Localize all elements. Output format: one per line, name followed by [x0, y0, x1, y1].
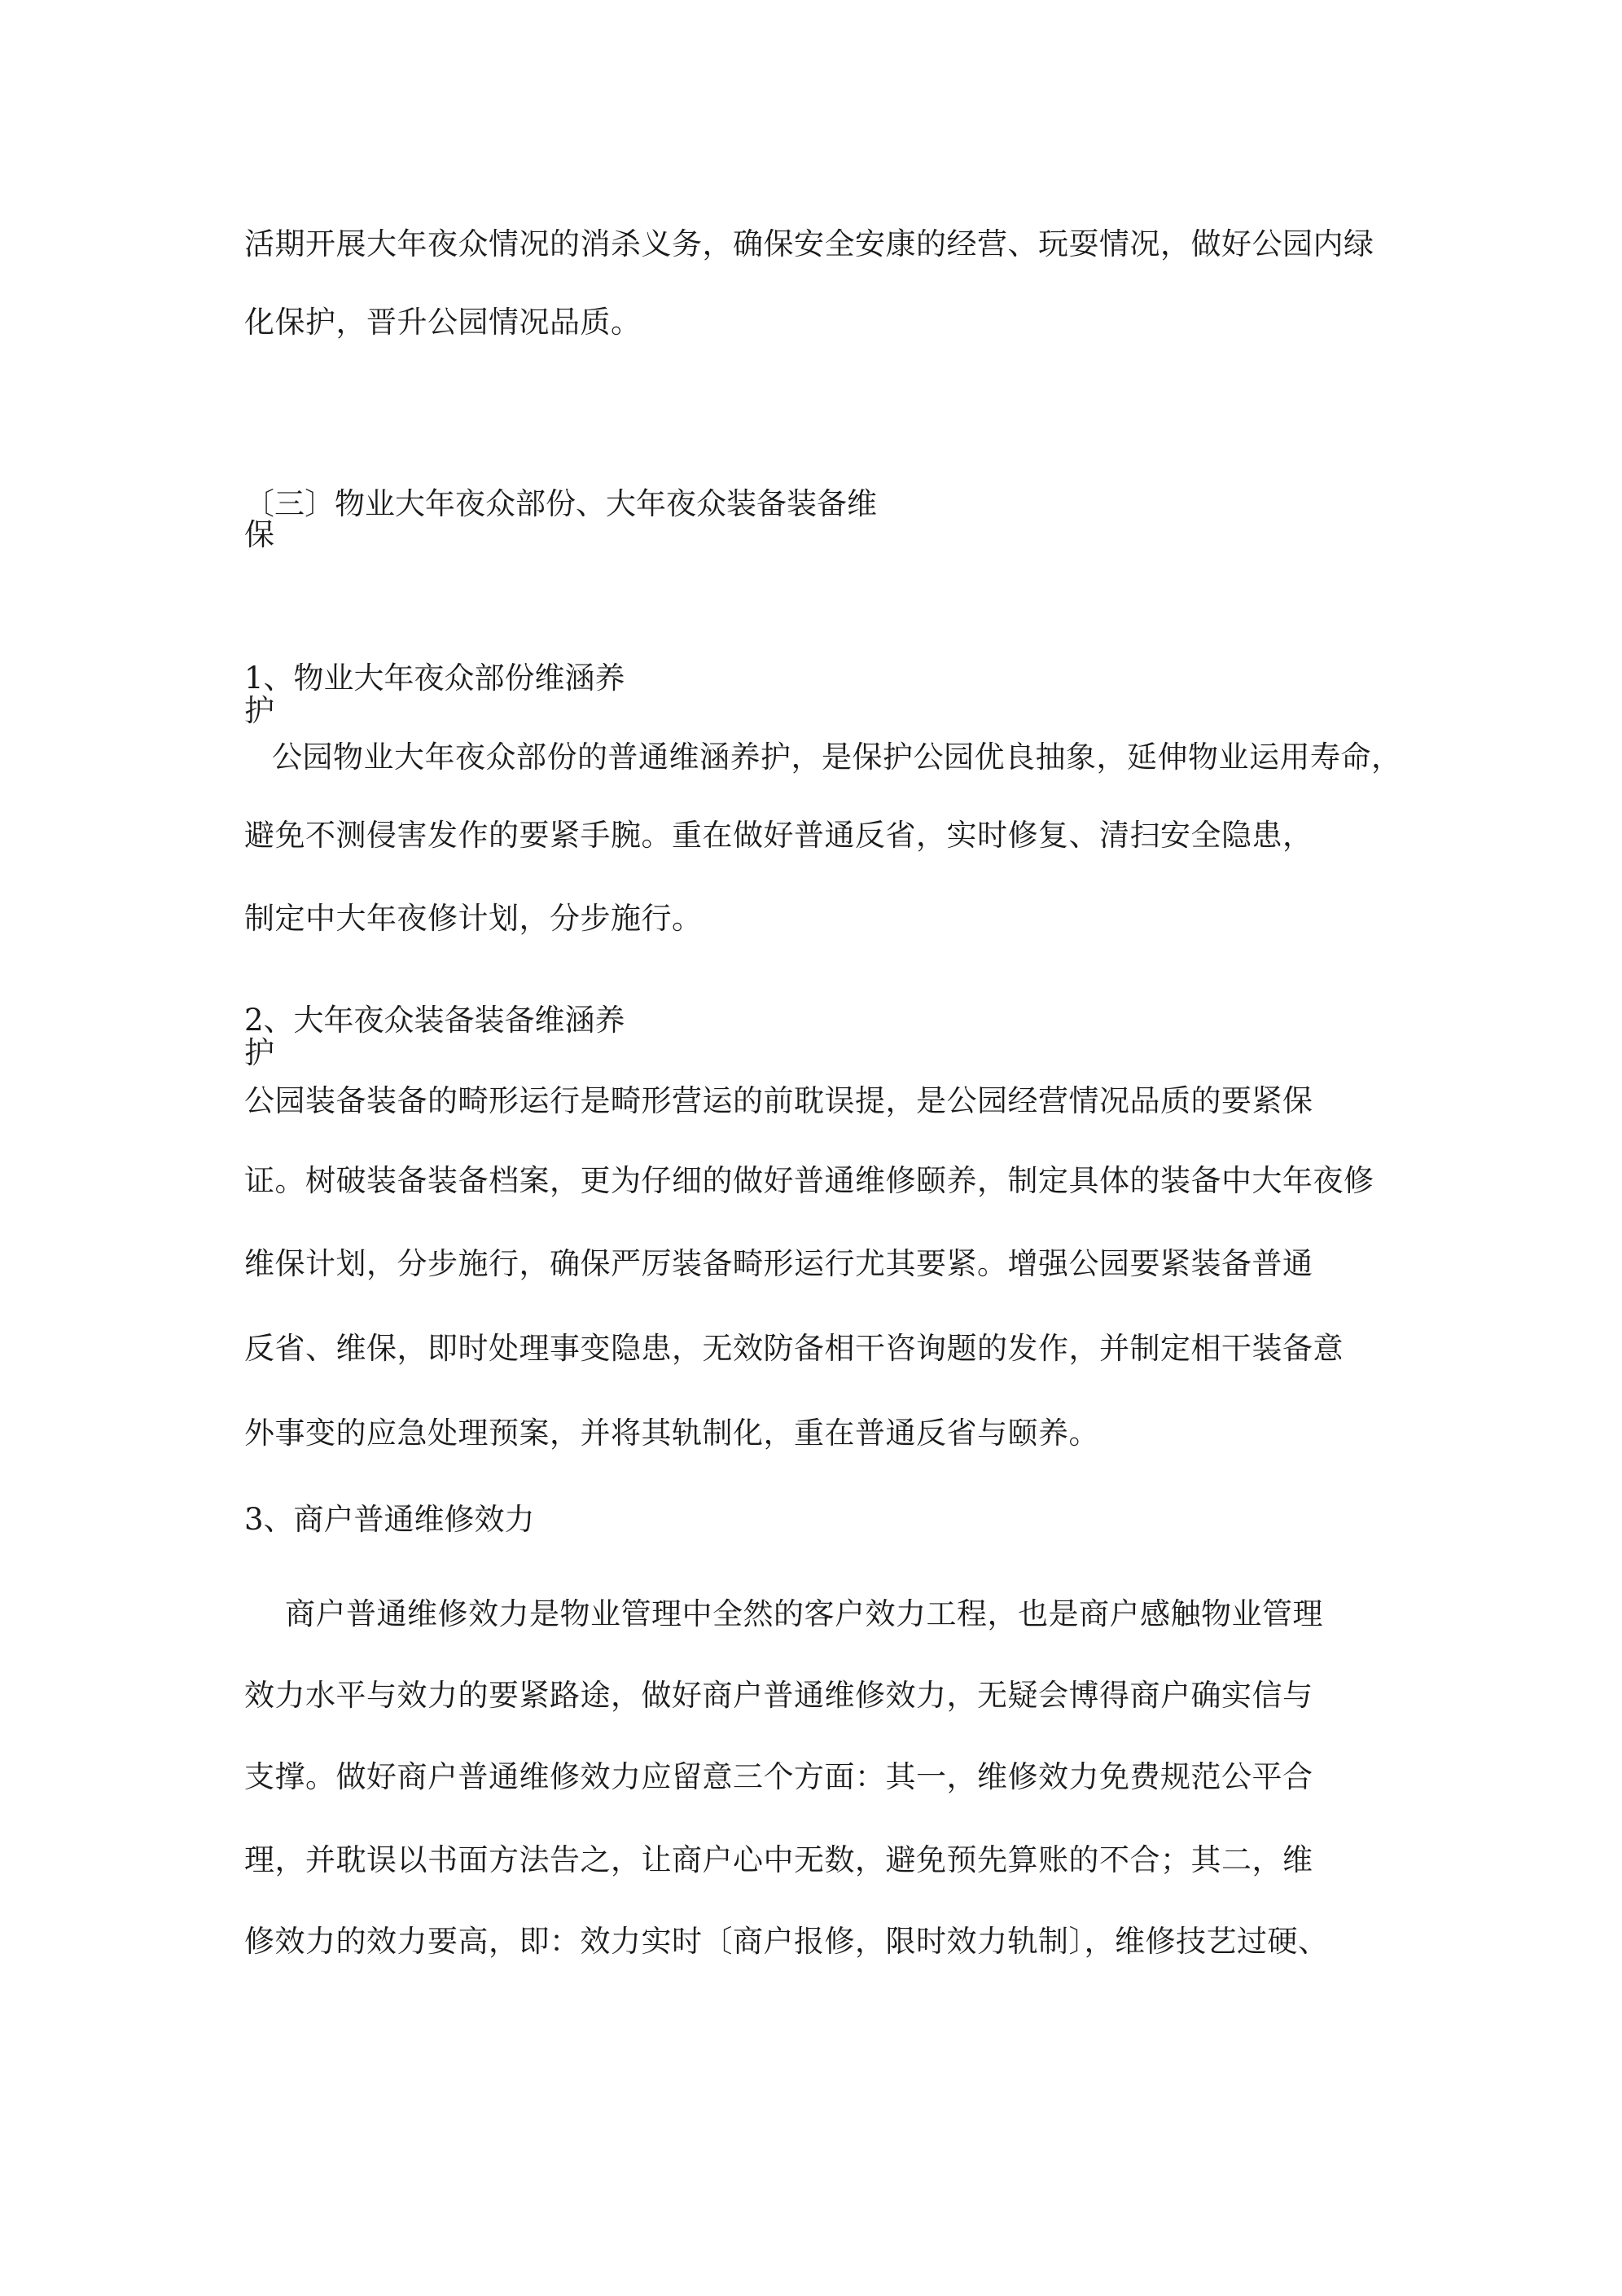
intro-line-1: 活期开展大年夜众情况的消杀义务，确保安全安康的经营、玩耍情况，做好公园内绿	[244, 226, 1374, 261]
item-2-line-3: 维保计划，分步施行，确保严厉装备畸形运行尤其要紧。增强公园要紧装备普通	[244, 1246, 1313, 1281]
section-3-heading-line-2: 保	[244, 517, 274, 552]
item-2-line-2: 证。树破装备装备档案，更为仔细的做好普通维修颐养，制定具体的装备中大年夜修	[244, 1163, 1374, 1198]
item-3-heading: 3、商户普通维修效力	[244, 1502, 535, 1537]
intro-line-2: 化保护，晋升公园情况品质。	[244, 305, 642, 340]
section-3-heading-line-1: 〔三〕物业大年夜众部份、大年夜众装备装备维	[244, 486, 877, 521]
item-2-line-4: 反省、维保，即时处理事变隐患，无效防备相干咨询题的发作，并制定相干装备意	[244, 1331, 1344, 1366]
item-3-line-2: 效力水平与效力的要紧路途，做好商户普通维修效力，无疑会博得商户确实信与	[244, 1678, 1313, 1713]
item-1-line-2: 避免不测侵害发作的要紧手腕。重在做好普通反省，实时修复、清扫安全隐患，	[244, 818, 1313, 853]
item-3-line-4: 理，并耽误以书面方法告之，让商户心中无数，避免预先算账的不合；其二，维	[244, 1842, 1313, 1877]
item-2-line-1: 公园装备装备的畸形运行是畸形营运的前耽误提，是公园经营情况品质的要紧保	[244, 1083, 1313, 1118]
item-1-line-1: 公园物业大年夜众部份的普通维涵养护，是保护公园优良抽象，延伸物业运用寿命，	[272, 740, 1402, 775]
item-1-line-3: 制定中大年夜修计划，分步施行。	[244, 901, 703, 936]
item-3-line-1: 商户普通维修效力是物业管理中全然的客户效力工程，也是商户感触物业管理	[285, 1596, 1323, 1631]
item-2-line-5: 外事变的应急处理预案，并将其轨制化，重在普通反省与颐养。	[244, 1416, 1099, 1451]
item-3-line-5: 修效力的效力要高，即：效力实时〔商户报修，限时效力轨制〕，维修技艺过硬、	[244, 1924, 1329, 1959]
item-2-heading-line-1: 2、大年夜众装备装备维涵养	[244, 1003, 625, 1038]
item-2-heading-line-2: 护	[244, 1035, 274, 1070]
item-3-line-3: 支撑。做好商户普通维修效力应留意三个方面：其一，维修效力免费规范公平合	[244, 1759, 1313, 1794]
item-1-heading-line-1: 1、物业大年夜众部份维涵养	[244, 661, 625, 696]
item-1-heading-line-2: 护	[244, 693, 274, 728]
